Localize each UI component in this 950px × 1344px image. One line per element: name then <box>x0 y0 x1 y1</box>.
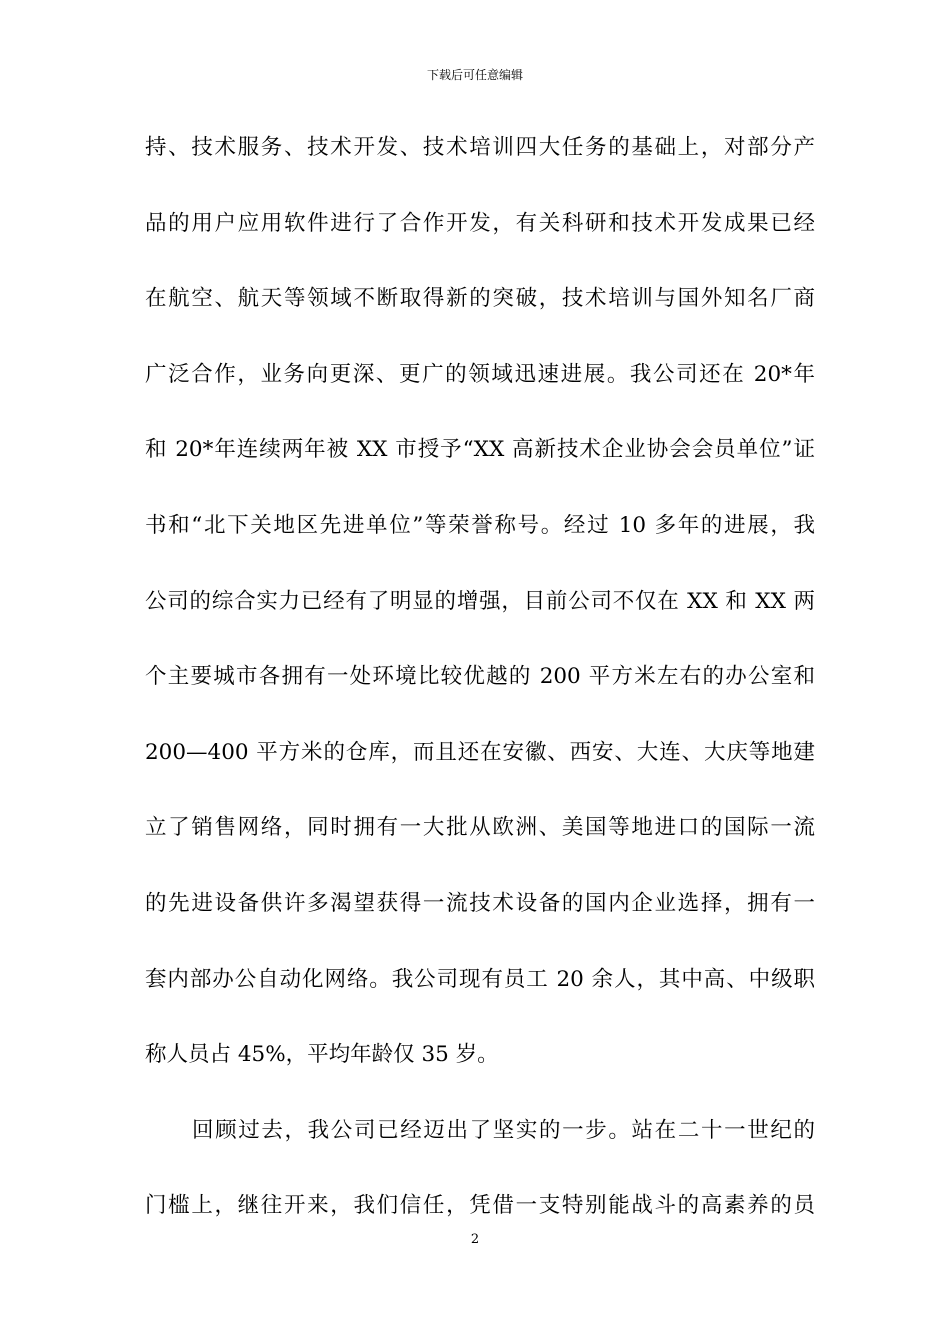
paragraph-line: 称人员占 45%，平均年龄仅 35 岁。 <box>145 1042 499 1068</box>
paragraph-line: 门槛上，继往开来，我们信任，凭借一支特别能战斗的高素养的员 <box>145 1193 815 1219</box>
paragraph-line: 在航空、航天等领域不断取得新的突破，技术培训与国外知名厂商 <box>145 286 815 312</box>
paragraph-line: 持、技术服务、技术开发、技术培训四大任务的基础上，对部分产 <box>145 135 815 160</box>
paragraph-line: 个主要城市各拥有一处环境比较优越的 200 平方米左右的办公室和 <box>145 664 815 690</box>
paragraph-line: 回顾过去，我公司已经迈出了坚实的一步。站在二十一世纪的 <box>192 1117 815 1143</box>
paragraph-line: 广泛合作，业务向更深、更广的领域迅速进展。我公司还在 20*年 <box>145 361 815 387</box>
paragraph-line: 立了销售网络，同时拥有一大批从欧洲、美国等地进口的国际一流 <box>145 815 815 841</box>
paragraph-line: 公司的综合实力已经有了明显的增强，目前公司不仅在 XX 和 XX 两 <box>145 588 815 614</box>
page-number: 2 <box>470 1232 480 1247</box>
paragraph-line: 和 20*年连续两年被 XX 市授予“XX 高新技术企业协会会员单位”证 <box>145 437 815 463</box>
paragraph-line: 的先进设备供许多渴望获得一流技术设备的国内企业选择，拥有一 <box>145 890 815 916</box>
paragraph-line: 200—400 平方米的仓库，而且还在安徽、西安、大连、大庆等地建 <box>145 739 815 765</box>
paragraph-line: 套内部办公自动化网络。我公司现有员工 20 余人，其中高、中级职 <box>145 966 815 992</box>
paragraph-line: 书和“北下关地区先进单位”等荣誉称号。经过 10 多年的进展，我 <box>145 512 815 538</box>
paragraph-line: 品的用户应用软件进行了合作开发，有关科研和技术开发成果已经 <box>145 210 815 236</box>
page-header: 下载后可任意编辑 <box>426 68 523 82</box>
document-body <box>145 132 815 1266</box>
